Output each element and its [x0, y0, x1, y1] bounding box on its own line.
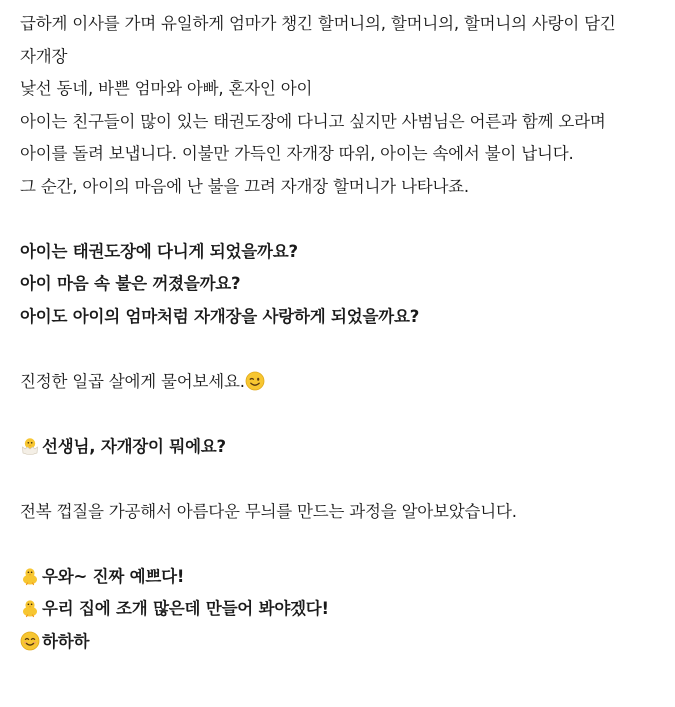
reaction-text-2: 우리 집에 조개 많은데 만들어 봐야겠다!: [42, 599, 329, 618]
spacer: [20, 398, 675, 431]
spacer: [20, 333, 675, 366]
invite-line: [20, 366, 675, 399]
intro-line-3: 낯선 동네, 바쁜 엄마와 아빠, 혼자인 아이: [20, 79, 313, 98]
reaction-line-2: [20, 593, 675, 626]
reaction-line-3: [20, 626, 675, 659]
reaction-text-3: 하하하: [42, 631, 90, 651]
reaction-line-1: [20, 561, 675, 594]
spacer: [20, 528, 675, 561]
qa-question-text: 선생님, 자개장이 뭐에요?: [42, 436, 226, 456]
winking-face-icon: [245, 371, 265, 391]
qa-question-line: [20, 431, 675, 464]
invite-text: 진정한 일곱 살에게 물어보세요.: [20, 371, 245, 391]
chick-icon: [20, 598, 40, 618]
intro-line-5: 아이를 돌려 보냅니다. 이불만 가득인 자개장 따위, 아이는 속에서 불이 납니다.: [20, 144, 574, 163]
question-3: 아이도 아이의 엄마처럼 자개장을 사랑하게 되었을까요?: [20, 306, 420, 326]
intro-line-2: 자개장: [20, 46, 68, 66]
spacer: [20, 463, 675, 496]
question-1: 아이는 태권도장에 다니게 되었을까요?: [20, 241, 298, 261]
intro-line-1: 급하게 이사를 가며 유일하게 엄마가 챙긴 할머니의, 할머니의, 할머니의 사랑이 담긴: [20, 14, 616, 33]
intro-line-6: 그 순간, 아이의 마음에 난 불을 끄려 자개장 할머니가 나타나죠.: [20, 176, 469, 196]
hatching-chick-icon: [20, 436, 40, 456]
intro-line-4: 아이는 친구들이 많이 있는 태권도장에 다니고 싶지만 사범님은 어른과 함께 오라며: [20, 111, 606, 131]
qa-answer: 전복 껍질을 가공해서 아름다운 무늬를 만드는 과정을 알아보았습니다.: [20, 501, 517, 521]
smiling-face-icon: [20, 631, 40, 651]
reaction-text-1: 우와~ 진짜 예쁘다!: [42, 566, 185, 586]
chick-icon: [20, 566, 40, 586]
spacer: [20, 203, 675, 236]
question-2: 아이 마음 속 불은 꺼졌을까요?: [20, 274, 241, 293]
